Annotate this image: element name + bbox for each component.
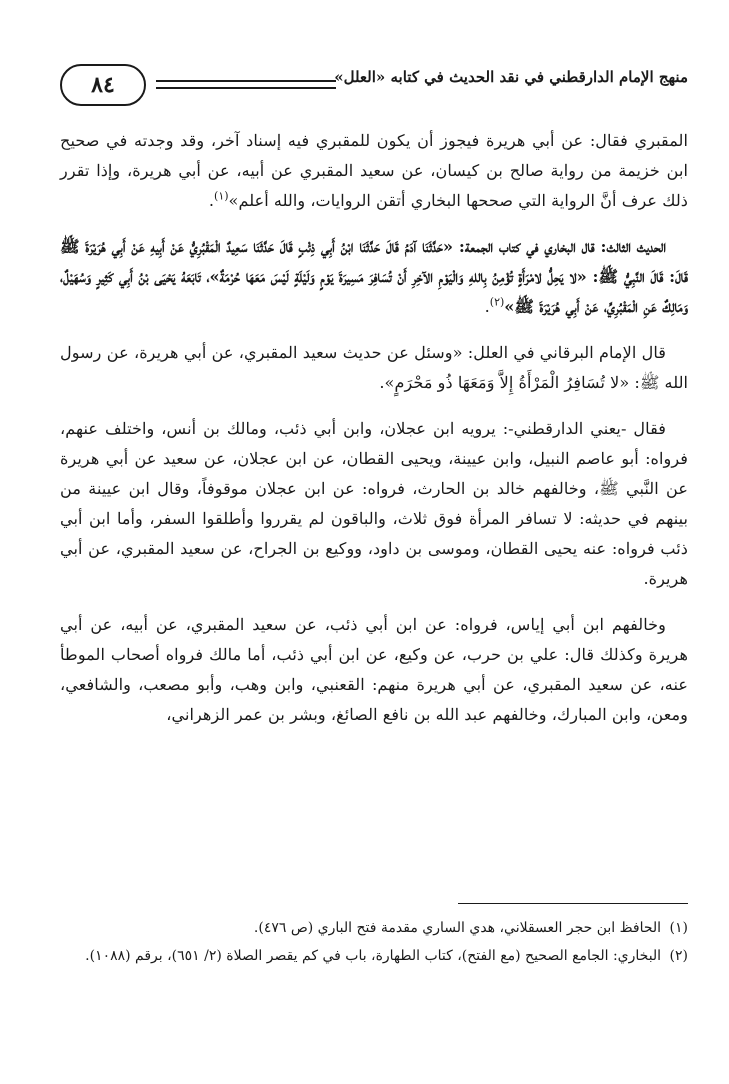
page-number-badge: ٨٤ — [60, 64, 146, 106]
paragraph-4 — [60, 414, 688, 594]
paragraph-text: وخالفهم ابن أبي إياس، فرواه: عن ابن أبي ذئب، عن سعيد المقبري، عن أبيه، عن أبي هريرة وكذلك قال: علي بن حرب، عن وكيع، عن ابن أبي ذئب، أما مالك فرواه أصحاب الموطأ عنه، عن سعيد المقبري، عن أبي هريرة منهم: القعنبي، وابن وهب، وأبو مصعب، والشافعي، ومعن، وابن المبارك، وخالفهم عبد الله بن نافع الصائغ، وبشر بن عمر الزهراني، — [60, 615, 688, 724]
paragraph-tail: . — [484, 297, 490, 316]
footnote-2 — [60, 942, 688, 970]
section-lead: الحديث الثالث: — [600, 237, 667, 256]
paragraph-text: قال البخاري في كتاب الجمعة: «حَدَّثَنَا آدَمُ قَالَ حَدَّثَنَا ابْنُ أَبِي ذِئْبٍ قَالَ حَدَّثَنَا سَعِيدٌ الْمَقْبُرِيُّ عَنْ أَبِيهِ عَنْ أَبِي هُرَيْرَةَ ﷺ قَالَ: قَالَ النَّبِيُّ ﷺ: «لا يَحِلُّ لامْرَأَةٍ تُؤْمِنُ بِاللهِ وَالْيَوْمِ الآخِرِ أَنْ تُسَافِرَ مَسِيرَةَ يَوْمٍ وَلَيْلَةٍ لَيْسَ مَعَهَا حُرْمَةٌ»، تَابَعَهُ يَحْيَى بْنُ أَبِي كَثِيرٍ وَسُهَيْلٌ، وَمَالِكٌ عَنِ الْمَقْبُرِيِّ، عَنْ أَبِي هُرَيْرَةَ ﷺ» — [60, 237, 688, 316]
footnote-1 — [60, 914, 688, 942]
paragraph-tail: . — [208, 191, 215, 210]
footnote-text: الحافظ ابن حجر العسقلاني، هدي الساري مقدمة فتح الباري (ص ٤٧٦). — [253, 920, 662, 936]
paragraph-text: فقال -يعني الدارقطني-: يرويه ابن عجلان، وابن أبي ذئب، ومالك بن أنس، واختلف عنهم، فرواه: أبو عاصم النبيل، وابن عيينة، ويحيى القطان، عن ابن عجلان، عن سعيد عن أبي هريرة عن النَّبي ﷺ، وخالفهم خالد بن الحارث، فرواه: عن ابن عجلان موقوفاً، وقال ابن عيينة من بينهم في حديثه: لا تسافر المرأة فوق ثلاث، والباقون لم يقرروا وأطلقوا السفر، وأما ابن أبي ذئب فرواه: عنه يحيى القطان، وموسى بن داود، ووكيع بن الجراح، عن سعيد المقبري، عن أبي هريرة. — [60, 419, 688, 588]
footnote-separator — [458, 903, 688, 904]
paragraph-5 — [60, 610, 688, 730]
running-title: منهج الإمام الدارقطني في نقد الحديث في كتابه «العلل» — [334, 68, 688, 86]
footnote-number: (١) — [669, 920, 688, 936]
paragraph-1 — [60, 126, 688, 216]
footnotes — [60, 914, 688, 970]
paragraph-text: قال الإمام البرقاني في العلل: «وسئل عن حديث سعيد المقبري، عن أبي هريرة، عن رسول الله ﷺ: «لا تُسَافِرُ الْمَرْأَةُ إِلاَّ وَمَعَهَا ذُو مَحْرَمٍ». — [60, 343, 688, 392]
paragraph-2 — [60, 232, 688, 322]
header-double-rule — [156, 80, 336, 89]
paragraph-text: المقبري فقال: عن أبي هريرة فيجوز أن يكون للمقبري فيه إسناد آخر، وقد وجدته في صحيح ابن خزيمة من رواية صالح بن كيسان، عن سعيد المقبري عن أبيه، عن أبي هريرة، وإذا تقرر ذلك عرف أنَّ الرواية التي صححها البخاري أتقن الروايات، والله أعلم» — [60, 131, 688, 210]
page-header — [60, 64, 688, 114]
paragraph-3 — [60, 338, 688, 398]
footnote-ref: (٢) — [489, 295, 505, 309]
footnote-number: (٢) — [669, 948, 688, 964]
footnote-ref: (١) — [214, 189, 229, 203]
main-text — [60, 126, 688, 746]
footnote-text: البخاري: الجامع الصحيح (مع الفتح)، كتاب الطهارة، باب في كم يقصر الصلاة (٢/ ٦٥١)، برقم (١٠٨٨). — [85, 948, 662, 964]
